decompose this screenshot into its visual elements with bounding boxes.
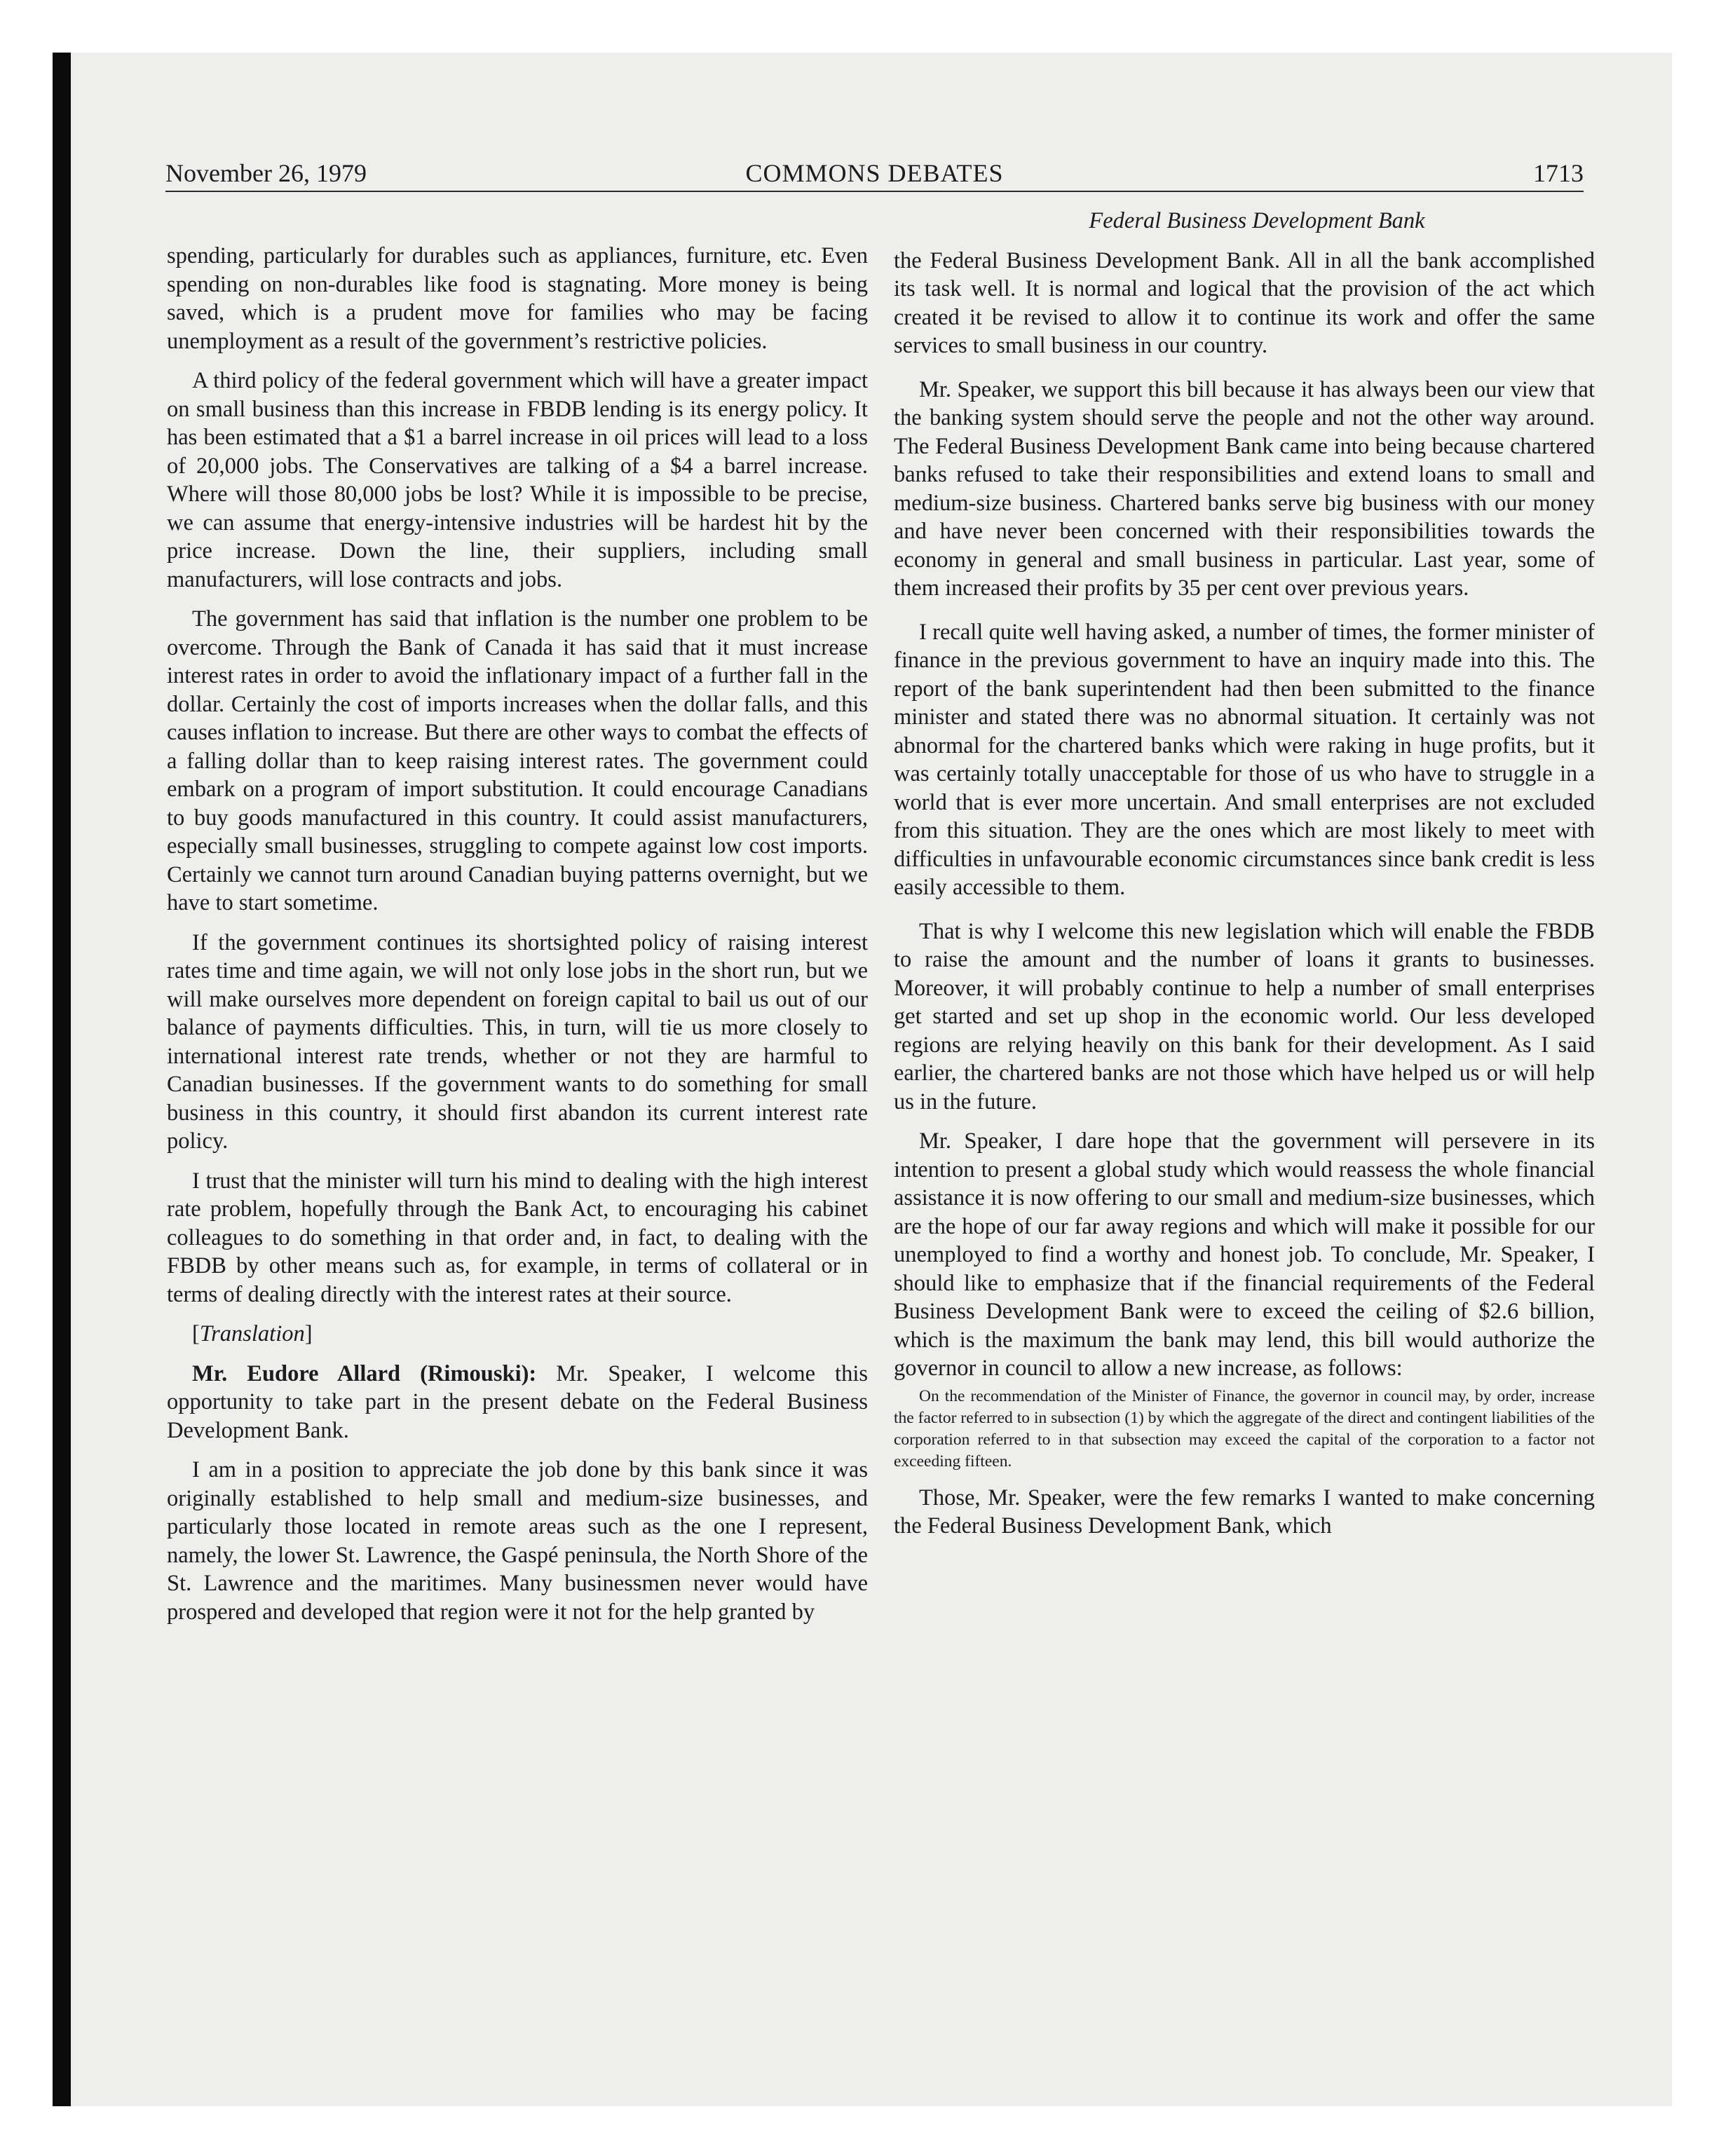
header-page-number: 1713: [1533, 159, 1584, 187]
binding-edge: [53, 53, 71, 2106]
paragraph: the Federal Business Development Bank. All in all the bank accomplished its task well. It is normal and logical that the provision of the act which created it be revised to allow it to continue its work and offer the same services to small business in our country.: [894, 247, 1595, 358]
paragraph: spending, particularly for durables such as appliances, furniture, etc. Even spending on non-durables like food is stagnating. More money is being saved, which is a prudent move for families who may be facing unemployment as a result of the government’s restrictive policies.: [167, 243, 868, 354]
paragraph: Mr. Speaker, I dare hope that the government will persevere in its intention to present a global study which would reassess the whole financial assistance it is now offering to our small and medium-size businesses, which are the hope of our far away regions and which will make it possible for our unemployed to find a worthy and honest job. To conclude, Mr. Speaker, I should like to emphasize that if the financial requirements of the Federal Business Development Bank were to exceed the ceiling of $2.6 billion, which is the maximum the bank may lend, this bill would authorize the governor in council to allow a new increase, as follows:: [894, 1128, 1595, 1381]
translation-label: Translation: [199, 1321, 305, 1346]
paragraph: The government has said that inflation is the number one problem to be overcome. Through the Bank of Canada it has said that it must increase interest rates in order to avoid the inflationary impact of a further fall in the dollar. Certainly the cost of imports increases when the dollar falls, and this causes inflation to increase. But there are other ways to combat the effects of a falling dollar than to keep raising interest rates. The government could embark on a program of import substitution. It could encourage Canadians to buy goods manufactured in this country. It could assist manufacturers, especially small businesses, struggling to compete against low cost imports. Certainly we cannot turn around Canadian buying patterns overnight, but we have to start sometime.: [167, 606, 868, 915]
paragraph: I am in a position to appreciate the job done by this bank since it was originally established to help small and medium-size businesses, and particularly those located in remote areas such as the one I represent, namely, the lower St. Lawrence, the Gaspé peninsula, the North Shore of the St. Lawrence and the maritimes. Many businessmen never would have prospered and developed that region were it not for the help granted by: [167, 1457, 868, 1625]
paragraph: I recall quite well having asked, a number of times, the former minister of finance in the previous government to have an inquiry made into this. The report of the bank superintendent had then been submitted to the finance minister and stated there was no abnormal situation. It certainly was not abnormal for the chartered banks which were raking in huge profits, but it was certainly totally unacceptable for those of us who have to struggle in a world that is ever more uncertain. And small enterprises are not excluded from this situation. They are the ones which are most likely to meet with difficulties in unfavourable economic circumstances since bank credit is less easily accessible to them.: [894, 619, 1595, 900]
speaker-name: Mr. Eudore Allard (Rimouski):: [192, 1360, 537, 1386]
running-head: Federal Business Development Bank: [1089, 208, 1425, 233]
paragraph: That is why I welcome this new legislation which will enable the FBDB to raise the amount and the number of loans it grants to businesses. Moreover, it will probably continue to help a number of small enterprises get started and set up shop in the economic world. Our less developed regions are relying heavily on this bank for their development. As I said earlier, the chartered banks are not those which have helped us or will help us in the future.: [894, 918, 1595, 1114]
paragraph: If the government continues its shortsighted policy of raising interest rates time and time again, we will not only lose jobs in the short run, but we will make ourselves more dependent on foreign capital to bail us out of our balance of payments difficulties. This, in turn, will tie us more closely to international interest rate trends, whether or not they are harmful to Canadian businesses. If the government wants to do something for small business in this country, it should first abandon its current interest rate policy.: [167, 929, 868, 1154]
header-date: November 26, 1979: [165, 159, 367, 187]
paragraph: I trust that the minister will turn his mind to dealing with the high interest rate problem, hopefully through the Bank Act, to encouraging his cabinet colleagues to do something in that order and, in fact, to dealing with the FBDB by other means such as, for example, in terms of collateral or in terms of dealing directly with the interest rates at their source.: [167, 1168, 868, 1307]
paragraph: Those, Mr. Speaker, were the few remarks I wanted to make concerning the Federal Business Development Bank, which: [894, 1485, 1595, 1538]
header-title: COMMONS DEBATES: [745, 159, 1004, 187]
speaker-paragraph: Mr. Eudore Allard (Rimouski): Mr. Speaker, I welcome this opportunity to take part in the present debate on the Federal Business Development Bank.: [167, 1360, 869, 1443]
paragraph: Mr. Speaker, we support this bill because it has always been our view that the banking system should serve the people and not the other way around. The Federal Business Development Bank came into being because chartered banks refused to take their responsibilities and extend loans to small and medium-size business. Chartered banks serve big business with our money and have never been concerned with their responsibilities towards the economy in general and small business in particular. Last year, some of them increased their profits by 35 per cent over previous years.: [894, 376, 1595, 601]
page-header: [165, 156, 1584, 192]
left-column: [167, 242, 868, 1637]
translation-marker: [Translation]: [192, 1321, 313, 1346]
right-column: [894, 207, 1595, 1552]
paragraph: A third policy of the federal government which will have a greater impact on small business than this increase in FBDB lending is its energy policy. It has been estimated that a $1 a barrel increase in oil prices will lead to a loss of 20,000 jobs. The Conservatives are talking of a $4 a barrel increase. Where will those 80,000 jobs be lost? While it is impossible to be precise, we can assume that energy-intensive industries will be hardest hit by the price increase. Down the line, their suppliers, including small manufacturers, will lose contracts and jobs.: [167, 368, 868, 592]
block-quote: On the recommendation of the Minister of Finance, the governor in council may, by order, increase the factor referred to in subsection (1) by which the aggregate of the direct and contingent liabilities of the corporation referred to in that subsection may exceed the capital of the corporation to a factor not exceeding fifteen.: [894, 1386, 1595, 1471]
